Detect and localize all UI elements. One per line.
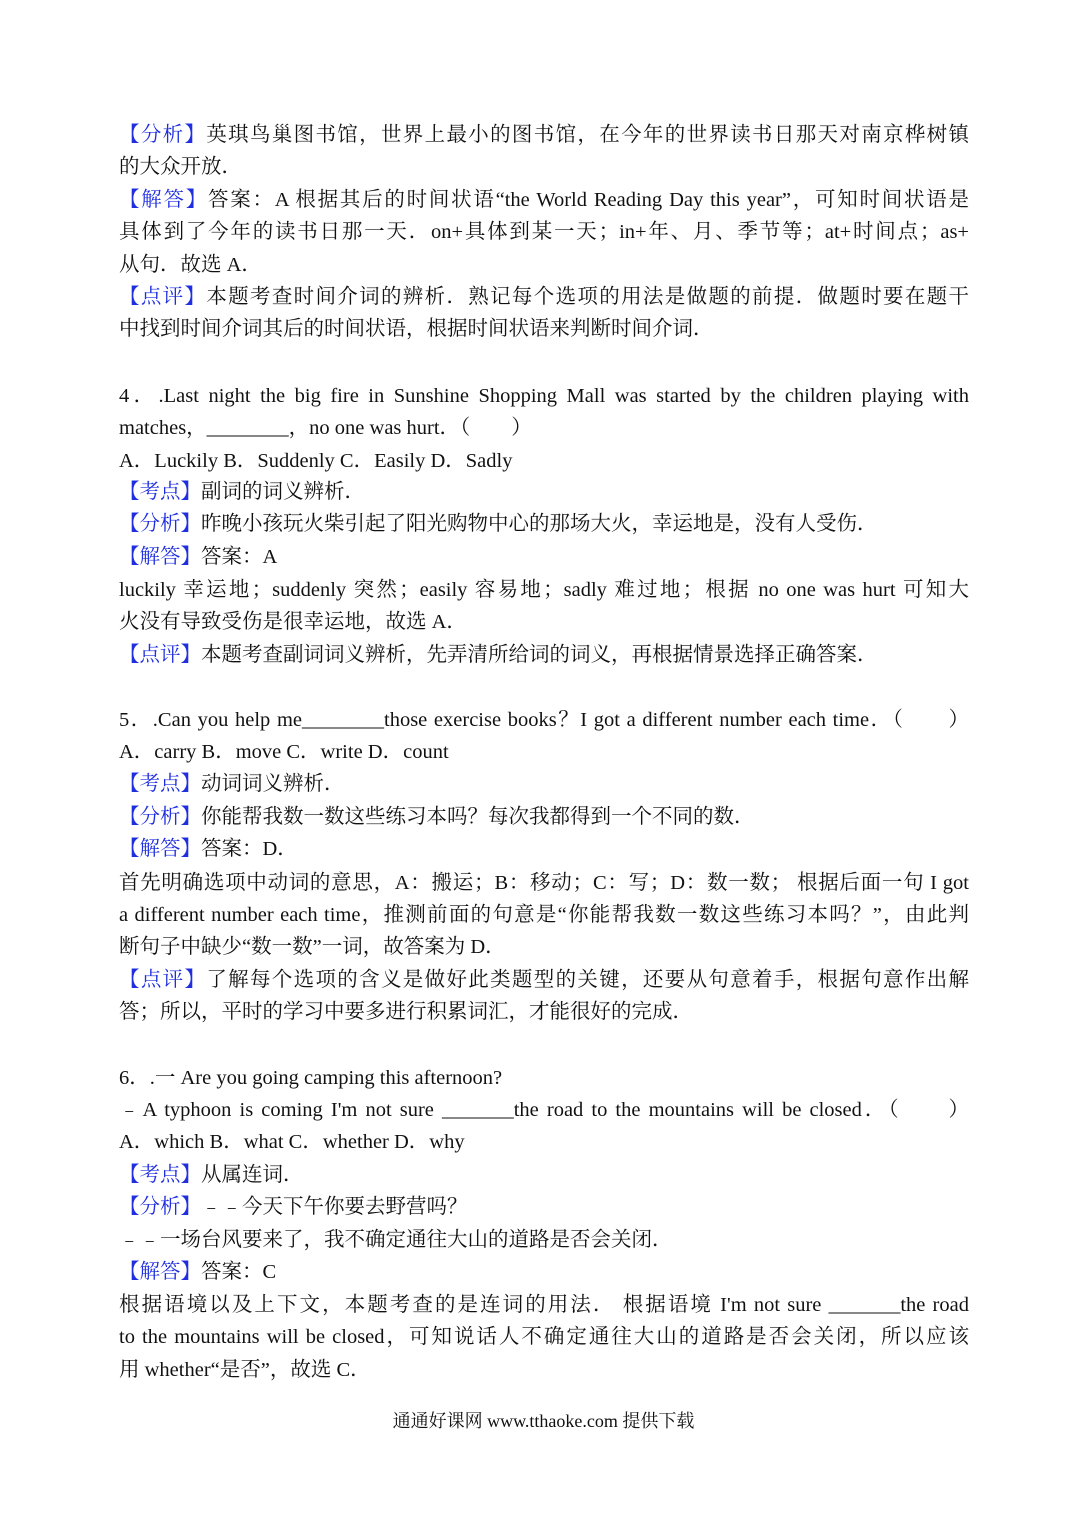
- text-line: 首先明确选项中动词的意思，A：搬运；B：移动；C：写；D：数一数； 根据后面一句 I got: [119, 872, 969, 894]
- text-line: a different number each time，推测前面的句意是“你能帮我数一数这些练习本吗？”，由此判: [119, 904, 969, 926]
- answer-tag: 【解答】: [119, 546, 201, 568]
- analysis-tag: 【分析】: [119, 1196, 201, 1218]
- page-footer: 通通好课网 www.tthaoke.com 提供下载: [392, 1411, 695, 1431]
- text: 答案：C: [201, 1261, 277, 1283]
- text: 动词词义辨析．: [201, 773, 345, 795]
- q4-options: A．Luckily B．Suddenly C．Easily D．Sadly: [119, 450, 513, 472]
- q5-question: 5．.Can you help me________those exercise books？I got a different number each time．（ ）: [119, 709, 969, 731]
- text-line: 断句子中缺少“数一数”一词，故答案为 D．: [119, 936, 506, 958]
- comment-tag: 【点评】: [119, 286, 207, 308]
- text: ﹣﹣今天下午你要去野营吗？: [201, 1196, 468, 1218]
- q3-analysis: [119, 122, 969, 148]
- text-line: 答；所以，平时的学习中要多进行积累词汇，才能很好的完成．: [119, 1001, 693, 1023]
- text-line: 的大众开放．: [119, 156, 242, 178]
- keypoint-tag: 【考点】: [119, 1164, 201, 1186]
- analysis-tag: 【分析】: [119, 513, 201, 535]
- comment-tag: 【点评】: [119, 644, 201, 666]
- q4-comment: [119, 642, 969, 668]
- text-line: matches，________，no one was hurt．（ ）: [119, 417, 532, 439]
- comment-tag: 【点评】: [119, 969, 207, 991]
- q6-question: 6．.一 Are you going camping this afternoon?: [119, 1067, 503, 1089]
- answer-tag: 【解答】: [119, 1261, 201, 1283]
- text-line: 火没有导致受伤是很幸运地，故选 A．: [119, 611, 467, 633]
- text: 答案：A: [201, 546, 278, 568]
- q5-comment: [119, 967, 969, 993]
- q4-analysis: [119, 511, 969, 537]
- keypoint-tag: 【考点】: [119, 481, 201, 503]
- q6-options: A．which B．what C．whether D．why: [119, 1131, 465, 1153]
- q5-keypoint: [119, 771, 969, 797]
- answer-tag: 【解答】: [119, 838, 201, 860]
- q6-analysis: [119, 1194, 969, 1220]
- text: 本题考查副词词义辨析，先弄清所给词的词义，再根据情景选择正确答案．: [201, 644, 878, 666]
- text: 本题考查时间介词的辨析．熟记每个选项的用法是做题的前提．做题时要在题干: [206, 286, 970, 308]
- q3-comment: [119, 284, 969, 310]
- answer-tag: 【解答】: [119, 189, 209, 211]
- analysis-tag: 【分析】: [119, 124, 207, 146]
- q4-question: 4．.Last night the big fire in Sunshine Shopping Mall was started by the children playing with: [119, 385, 969, 407]
- text-line: to the mountains will be closed，可知说话人不确定通往大山的道路是否会关闭，所以应该: [119, 1326, 969, 1348]
- q4-keypoint: [119, 479, 969, 505]
- q5-answer: [119, 836, 969, 862]
- q6-answer: [119, 1259, 969, 1285]
- text-line: 从句．故选 A．: [119, 254, 262, 276]
- text: 答案：D．: [201, 838, 298, 860]
- text-line: luckily 幸运地；suddenly 突然；easily 容易地；sadly 难过地；根据 no one was hurt 可知大: [119, 579, 969, 601]
- text: 英琪鸟巢图书馆，世界上最小的图书馆，在今年的世界读书日那天对南京桦树镇: [206, 124, 970, 146]
- q5-analysis: [119, 804, 969, 830]
- q6-keypoint: [119, 1162, 969, 1188]
- q5-options: A．carry B．move C．write D．count: [119, 741, 449, 763]
- text-line: ﹣A typhoon is coming I'm not sure _______the road to the mountains will be closed．（ ）: [119, 1099, 969, 1121]
- text: 了解每个选项的含义是做好此类题型的关键，还要从句意着手，根据句意作出解: [206, 969, 970, 991]
- keypoint-tag: 【考点】: [119, 773, 201, 795]
- text: 副词的词义辨析．: [201, 481, 365, 503]
- text-line: 具体到了今年的读书日那一天．on+具体到某一天；in+年、月、季节等；at+时间点；as+: [119, 221, 969, 243]
- text-line: 根据语境以及上下文，本题考查的是连词的用法． 根据语境 I'm not sure _______the road: [119, 1294, 969, 1316]
- text: 从属连词．: [201, 1164, 304, 1186]
- text: 昨晚小孩玩火柴引起了阳光购物中心的那场大火，幸运地是，没有人受伤．: [201, 513, 878, 535]
- text: 答案：A 根据其后的时间状语“the World Reading Day this year”，可知时间状语是: [208, 189, 969, 211]
- q3-answer: [119, 187, 969, 213]
- analysis-tag: 【分析】: [119, 806, 201, 828]
- text-line: 中找到时间介词其后的时间状语，根据时间状语来判断时间介词．: [119, 318, 714, 340]
- text: 你能帮我数一数这些练习本吗？每次我都得到一个不同的数．: [201, 806, 755, 828]
- q4-answer: [119, 544, 969, 570]
- text-line: ﹣﹣一场台风要来了，我不确定通往大山的道路是否会关闭．: [119, 1229, 673, 1251]
- text-line: 用 whether“是否”，故选 C．: [119, 1359, 371, 1381]
